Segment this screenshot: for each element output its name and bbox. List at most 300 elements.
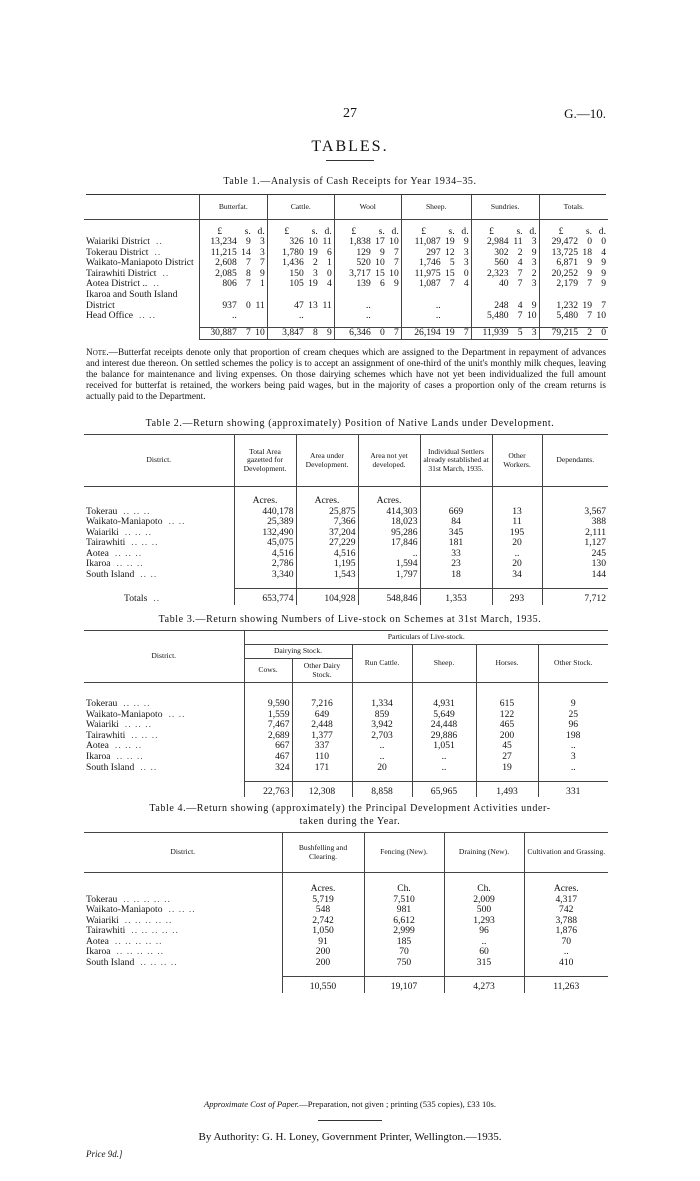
shillings-value: 6 bbox=[379, 278, 385, 290]
total-cell: 8,858 bbox=[352, 781, 412, 797]
money-cell bbox=[199, 279, 267, 290]
total-cell: 12,308 bbox=[292, 781, 352, 797]
shillings-value: 19 bbox=[308, 278, 318, 290]
data-cell: 859 bbox=[352, 710, 412, 721]
district-label: Tairawhiti District bbox=[86, 267, 157, 279]
shillings-value: 17 bbox=[375, 236, 385, 248]
pence-value: 3 bbox=[531, 327, 537, 339]
pence-value: 1 bbox=[326, 257, 332, 269]
pence-value: 11 bbox=[255, 299, 265, 311]
pounds-value: 937 bbox=[222, 299, 237, 311]
table-row bbox=[84, 741, 608, 752]
data-cell: 4,516 bbox=[234, 549, 296, 560]
currency-unit: £ bbox=[284, 225, 290, 237]
district-label: Tokerau bbox=[86, 505, 118, 517]
table-row bbox=[84, 731, 608, 742]
shillings-value: 7 bbox=[517, 310, 523, 322]
pounds-value: 1,232 bbox=[556, 299, 578, 311]
pounds-value: .. bbox=[231, 310, 237, 322]
money-cell bbox=[471, 311, 539, 322]
data-cell: 19 bbox=[476, 763, 538, 774]
currency-unit: £ bbox=[217, 225, 223, 237]
approx-label: Approximate Cost of Paper. bbox=[203, 1099, 300, 1109]
data-cell: 1,051 bbox=[412, 741, 476, 752]
pounds-value: 2,085 bbox=[215, 267, 237, 279]
pounds-value: 26,194 bbox=[414, 327, 441, 339]
t2-col-area-not-yet: Area not yet developed. bbox=[358, 435, 420, 487]
data-cell: 27,229 bbox=[296, 538, 358, 549]
leader-dots: .. .. bbox=[168, 516, 186, 528]
pence-value: 9 bbox=[531, 299, 537, 311]
district-label: Aotea bbox=[86, 547, 109, 559]
t2-col-other-workers: Other Workers. bbox=[492, 435, 542, 487]
t4-unit: Acres. bbox=[524, 873, 608, 895]
data-cell: 649 bbox=[292, 710, 352, 721]
table-row bbox=[84, 958, 608, 969]
row-label-cell bbox=[84, 290, 199, 311]
table3-title: Table 3.—Return showing Numbers of Live-stock on Schemes at 31st March, 1935. bbox=[158, 614, 542, 625]
pounds-value: 520 bbox=[356, 257, 371, 269]
pounds-value: .. bbox=[435, 299, 441, 311]
pence-value: 3 bbox=[531, 278, 537, 290]
table2-title: Table 2.—Return showing (approximately) Position of Native Lands under Development. bbox=[145, 418, 555, 429]
currency-unit: s. bbox=[378, 225, 385, 237]
pence-value: 10 bbox=[596, 310, 606, 322]
shillings-value: 7 bbox=[587, 310, 592, 322]
leader-dots: .. .. .. bbox=[131, 729, 159, 741]
data-cell: 20 bbox=[492, 559, 542, 570]
t2-unit: Acres. bbox=[296, 487, 358, 507]
pounds-value: 150 bbox=[289, 267, 304, 279]
data-cell: 2,448 bbox=[292, 720, 352, 731]
shillings-value: 8 bbox=[312, 327, 318, 339]
leader-dots: .. .. .. bbox=[116, 750, 144, 762]
data-cell: .. bbox=[412, 763, 476, 774]
leader-dots: .. bbox=[155, 236, 163, 248]
pounds-value: 3,847 bbox=[282, 327, 304, 339]
district-label: Ikaroa bbox=[86, 946, 111, 958]
leader-dots: .. .. .. bbox=[114, 740, 143, 752]
table4-development-activities bbox=[84, 832, 608, 993]
pence-value: 7 bbox=[393, 257, 399, 269]
shillings-value: 2 bbox=[517, 246, 523, 258]
note-label: Note. bbox=[86, 348, 109, 358]
row-label-cell bbox=[84, 311, 199, 322]
t1-col-butterfat: Butterfat. bbox=[199, 195, 267, 219]
leader-dots: .. .. .. .. .. bbox=[114, 935, 163, 947]
district-label: Ikaroa bbox=[86, 558, 111, 570]
data-cell: 185 bbox=[364, 937, 444, 948]
leader-dots: .. .. .. bbox=[116, 558, 144, 570]
data-cell: 2,009 bbox=[444, 895, 524, 906]
shillings-value: 4 bbox=[517, 257, 523, 269]
t1-col-totals: Totals. bbox=[539, 195, 608, 219]
shillings-value: 9 bbox=[587, 267, 592, 279]
pounds-value: 248 bbox=[494, 299, 509, 311]
t4-unit: Acres. bbox=[282, 873, 364, 895]
data-cell: 388 bbox=[542, 517, 608, 528]
leader-dots: .. .. bbox=[138, 310, 156, 322]
pounds-value: 5,480 bbox=[556, 310, 578, 322]
pounds-value: 13,234 bbox=[210, 236, 237, 248]
data-cell: 91 bbox=[282, 937, 364, 948]
data-cell: 3,942 bbox=[352, 720, 412, 731]
money-cell bbox=[401, 311, 471, 322]
table2-native-lands bbox=[84, 434, 608, 605]
pounds-value: 105 bbox=[289, 278, 304, 290]
shillings-value: 10 bbox=[375, 257, 385, 269]
pence-value: 3 bbox=[463, 257, 469, 269]
pence-value: 10 bbox=[255, 327, 265, 339]
shillings-value: 7 bbox=[517, 278, 523, 290]
t4-col-district: District. bbox=[84, 833, 282, 873]
pence-value: 11 bbox=[322, 236, 332, 248]
total-cell: 22,763 bbox=[244, 781, 292, 797]
data-cell: .. bbox=[444, 937, 524, 948]
t3-col-run-cattle: Run Cattle. bbox=[352, 645, 412, 683]
currency-unit: £ bbox=[421, 225, 427, 237]
money-cell bbox=[539, 290, 608, 311]
approx-cost-note bbox=[0, 1099, 700, 1109]
shillings-value: 4 bbox=[517, 299, 523, 311]
data-cell: .. bbox=[538, 763, 608, 774]
data-cell: 1,293 bbox=[444, 916, 524, 927]
table3-live-stock bbox=[84, 630, 608, 797]
data-cell: 414,303 bbox=[358, 507, 420, 518]
district-label: Aotea District .. bbox=[86, 278, 148, 290]
district-label: Ikaroa bbox=[86, 750, 111, 762]
pence-value: 7 bbox=[259, 257, 265, 269]
t4-unit: Ch. bbox=[444, 873, 524, 895]
t2-col-area-under: Area under Development. bbox=[296, 435, 358, 487]
district-label: Aotea bbox=[86, 740, 109, 752]
pence-value: 3 bbox=[259, 236, 265, 248]
pounds-value: 47 bbox=[294, 299, 304, 311]
currency-unit: d. bbox=[257, 225, 265, 237]
totals-row bbox=[84, 977, 608, 993]
table-row bbox=[84, 720, 608, 731]
money-cell bbox=[267, 290, 334, 311]
note-text: —Butterfat receipts denote only that proportion of cream cheques which are assigned to the Department in repayment of advances and interest due thereon. On settled schemes the policy is to accept an assignment of one-third of the unit's monthly milk cheques, leaving the balance for maintenance and living expenses. On those dairying schemes which have not yet been individualized the full amount received for butterfat is retained, the workers being paid wages, but in the majority of cases a proportion only of the cream returns is actually paid to the Department. bbox=[86, 348, 606, 402]
pence-value: 4 bbox=[601, 246, 606, 258]
data-cell: 1,127 bbox=[542, 538, 608, 549]
data-cell: 34 bbox=[492, 570, 542, 581]
data-cell: 1,050 bbox=[282, 926, 364, 937]
data-cell: 465 bbox=[476, 720, 538, 731]
totals-row bbox=[84, 781, 608, 797]
data-cell: 45,075 bbox=[234, 538, 296, 549]
pounds-value: 302 bbox=[494, 246, 509, 258]
table-row bbox=[84, 237, 608, 248]
pounds-value: 6,346 bbox=[349, 327, 371, 339]
data-cell: 4,516 bbox=[296, 549, 358, 560]
data-cell: 25,389 bbox=[234, 517, 296, 528]
data-cell: 337 bbox=[292, 741, 352, 752]
data-cell: 7,510 bbox=[364, 895, 444, 906]
shillings-value: 0 bbox=[587, 236, 592, 248]
leader-dots: .. .. bbox=[140, 761, 158, 773]
leader-dots: .. .. .. .. .. bbox=[124, 914, 173, 926]
shillings-value: 7 bbox=[517, 267, 523, 279]
pence-value: 10 bbox=[526, 310, 537, 322]
total-cell: 548,846 bbox=[358, 589, 420, 605]
data-cell: 669 bbox=[420, 507, 492, 518]
leader-dots: .. .. .. .. .. bbox=[131, 925, 179, 937]
data-cell: 23 bbox=[420, 559, 492, 570]
shillings-value: 7 bbox=[245, 327, 251, 339]
data-cell: 29,886 bbox=[412, 731, 476, 742]
shillings-value: 13 bbox=[308, 299, 318, 311]
currency-unit: s. bbox=[516, 225, 523, 237]
row-label-cell bbox=[84, 958, 282, 969]
shillings-value: 18 bbox=[582, 246, 592, 258]
data-cell: 96 bbox=[444, 926, 524, 937]
data-cell: 200 bbox=[282, 947, 364, 958]
pounds-value: 6,871 bbox=[556, 257, 578, 269]
district-label: Tokerau bbox=[86, 698, 118, 709]
data-cell: .. bbox=[538, 741, 608, 752]
money-cell bbox=[267, 311, 334, 322]
pounds-value: 2,608 bbox=[215, 257, 237, 269]
title-underline bbox=[326, 160, 374, 161]
shillings-value: 10 bbox=[308, 236, 318, 248]
leader-dots: .. .. .. bbox=[124, 719, 152, 731]
data-cell: 20 bbox=[492, 538, 542, 549]
money-cell bbox=[334, 311, 401, 322]
data-cell: 37,204 bbox=[296, 528, 358, 539]
data-cell: 1,377 bbox=[292, 731, 352, 742]
data-cell: 4,931 bbox=[412, 699, 476, 710]
t1-col-sheep: Sheep. bbox=[401, 195, 471, 219]
pounds-value: 13,725 bbox=[551, 246, 578, 258]
shillings-value: 5 bbox=[449, 257, 455, 269]
district-label: Ikaroa and South Island District bbox=[86, 289, 178, 311]
data-cell: 245 bbox=[542, 549, 608, 560]
page-title: TABLES. bbox=[311, 138, 389, 155]
pounds-value: .. bbox=[435, 310, 441, 322]
currency-unit: £ bbox=[558, 225, 564, 237]
pence-value: 7 bbox=[393, 327, 399, 339]
t3-col-other-dairy: Other Dairy Stock. bbox=[292, 659, 352, 683]
currency-unit: d. bbox=[598, 225, 606, 237]
table1-title: Table 1.—Analysis of Cash Receipts for Year 1934–35. bbox=[223, 176, 477, 187]
table-row bbox=[84, 710, 608, 721]
pence-value: 10 bbox=[389, 267, 399, 279]
total-cell bbox=[199, 328, 267, 340]
leader-dots: .. .. bbox=[140, 569, 158, 581]
pence-value: 3 bbox=[259, 246, 265, 258]
data-cell: 2,111 bbox=[542, 528, 608, 539]
pence-value: 7 bbox=[393, 246, 399, 258]
data-cell: 5,649 bbox=[412, 710, 476, 721]
pounds-value: 3,717 bbox=[349, 267, 371, 279]
district-label: Waikato-Maniapoto bbox=[86, 904, 163, 916]
pence-value: 4 bbox=[326, 278, 332, 290]
row-label-cell bbox=[84, 926, 282, 937]
pence-value: 0 bbox=[326, 267, 332, 279]
leader-dots: .. .. .. .. bbox=[140, 957, 178, 969]
pence-value bbox=[385, 301, 399, 312]
data-cell: 144 bbox=[542, 570, 608, 581]
district-label: South Island bbox=[86, 569, 135, 581]
data-cell: 25 bbox=[538, 710, 608, 721]
data-cell: 95,286 bbox=[358, 528, 420, 539]
shillings-value: 19 bbox=[582, 299, 592, 311]
pounds-value: 79,215 bbox=[551, 327, 578, 339]
pounds-value: 2,323 bbox=[486, 267, 509, 279]
pence-value: 9 bbox=[531, 246, 537, 258]
shillings-value: 15 bbox=[445, 267, 455, 279]
currency-unit: £ bbox=[351, 225, 357, 237]
totals-label: Totals bbox=[124, 593, 148, 605]
district-label: Waiariki bbox=[86, 914, 119, 926]
shillings-value: 15 bbox=[375, 267, 385, 279]
data-cell: 1,559 bbox=[244, 710, 292, 721]
t3-col-other-stock: Other Stock. bbox=[538, 645, 608, 683]
money-cell bbox=[199, 290, 267, 311]
row-label-cell bbox=[84, 763, 244, 774]
price: Price 9d.] bbox=[86, 1149, 123, 1159]
shillings-value bbox=[237, 311, 251, 322]
data-cell: 181 bbox=[420, 538, 492, 549]
data-cell: .. bbox=[352, 752, 412, 763]
pounds-value: 1,838 bbox=[349, 236, 371, 248]
data-cell: 70 bbox=[364, 947, 444, 958]
shillings-value: 8 bbox=[245, 267, 251, 279]
pounds-value: 1,746 bbox=[419, 257, 441, 269]
pence-value: 7 bbox=[463, 327, 469, 339]
money-cell bbox=[539, 279, 608, 290]
data-cell: 18,023 bbox=[358, 517, 420, 528]
currency-unit: d. bbox=[391, 225, 399, 237]
t4-col-draining: Draining (New). bbox=[444, 833, 524, 873]
data-cell: 45 bbox=[476, 741, 538, 752]
data-cell: 3,788 bbox=[524, 916, 608, 927]
shillings-value: 9 bbox=[245, 236, 251, 248]
table-row bbox=[84, 311, 608, 322]
data-cell: 3,340 bbox=[234, 570, 296, 581]
data-cell: .. bbox=[492, 549, 542, 560]
district-label: South Island bbox=[86, 761, 135, 773]
money-cell bbox=[471, 290, 539, 311]
data-cell: 25,875 bbox=[296, 507, 358, 518]
data-cell: 2,689 bbox=[244, 731, 292, 742]
pounds-value: .. bbox=[298, 310, 304, 322]
pence-value: 7 bbox=[601, 299, 606, 311]
pounds-value: 2,179 bbox=[556, 278, 578, 290]
data-cell: 1,594 bbox=[358, 559, 420, 570]
data-cell: 132,490 bbox=[234, 528, 296, 539]
shillings-value: 14 bbox=[241, 246, 251, 258]
district-label: Waiariki bbox=[86, 719, 119, 731]
pence-value: 2 bbox=[531, 267, 537, 279]
leader-dots: .. .. .. bbox=[114, 547, 143, 559]
data-cell: 7,216 bbox=[292, 699, 352, 710]
pence-value: 1 bbox=[259, 278, 265, 290]
total-cell: 10,550 bbox=[282, 977, 364, 993]
page-number: 27 bbox=[343, 106, 357, 121]
t4-col-cultivation: Cultivation and Grassing. bbox=[524, 833, 608, 873]
pence-value: 3 bbox=[531, 236, 537, 248]
data-cell: 7,366 bbox=[296, 517, 358, 528]
t3-col-cows: Cows. bbox=[244, 659, 292, 683]
table-row bbox=[84, 926, 608, 937]
pounds-value: 139 bbox=[356, 278, 371, 290]
leader-dots: .. bbox=[154, 246, 162, 258]
pounds-value: 40 bbox=[498, 278, 509, 290]
table-row bbox=[84, 763, 608, 774]
pence-value: 6 bbox=[326, 246, 332, 258]
leader-dots: .. .. .. .. .. bbox=[123, 893, 171, 905]
t2-col-district: District. bbox=[84, 435, 234, 487]
district-label: South Island bbox=[86, 957, 135, 969]
currency-unit: d. bbox=[529, 225, 537, 237]
data-cell: 742 bbox=[524, 905, 608, 916]
data-cell: 198 bbox=[538, 731, 608, 742]
data-cell: 11 bbox=[492, 517, 542, 528]
pounds-value: 11,215 bbox=[210, 246, 237, 258]
total-cell: 104,928 bbox=[296, 589, 358, 605]
pence-value bbox=[251, 311, 265, 322]
pence-value: 4 bbox=[463, 278, 469, 290]
leader-dots: .. .. bbox=[168, 708, 186, 720]
t4-unit: Ch. bbox=[364, 873, 444, 895]
money-cell bbox=[401, 279, 471, 290]
pence-value: 11 bbox=[322, 299, 332, 311]
district-label: Head Office bbox=[86, 310, 133, 322]
currency-unit: s. bbox=[311, 225, 318, 237]
total-cell: 293 bbox=[492, 589, 542, 605]
data-cell: 200 bbox=[476, 731, 538, 742]
data-cell: 1,543 bbox=[296, 570, 358, 581]
data-cell: 467 bbox=[244, 752, 292, 763]
data-cell: 195 bbox=[492, 528, 542, 539]
district-label: Waiariki bbox=[86, 526, 119, 538]
data-cell: .. bbox=[358, 549, 420, 560]
data-cell: 27 bbox=[476, 752, 538, 763]
pence-value bbox=[455, 311, 469, 322]
data-cell: 7,467 bbox=[244, 720, 292, 731]
district-label: Waikato-Maniapoto bbox=[86, 708, 163, 720]
t3-col-district: District. bbox=[84, 631, 244, 683]
currency-unit: s. bbox=[448, 225, 455, 237]
total-cell: 1,493 bbox=[476, 781, 538, 797]
money-cell bbox=[267, 279, 334, 290]
district-label: Tairawhiti bbox=[86, 537, 126, 549]
shillings-value bbox=[441, 301, 455, 312]
shillings-value bbox=[371, 311, 385, 322]
data-cell: 1,195 bbox=[296, 559, 358, 570]
district-label: Waiariki District bbox=[86, 236, 150, 248]
data-cell: 615 bbox=[476, 699, 538, 710]
shillings-value: 7 bbox=[245, 278, 251, 290]
t2-col-settlers: Individual Settlers already established at 31st March, 1935. bbox=[420, 435, 492, 487]
pounds-value: 1,780 bbox=[282, 246, 304, 258]
pence-value: 9 bbox=[601, 278, 606, 290]
shillings-value: 19 bbox=[445, 236, 455, 248]
pounds-value: 560 bbox=[494, 257, 509, 269]
district-label: Waikato-Maniapoto District bbox=[86, 257, 194, 269]
data-cell: 548 bbox=[282, 905, 364, 916]
pounds-value: 5,480 bbox=[486, 310, 509, 322]
data-cell: 24,448 bbox=[412, 720, 476, 731]
shillings-value bbox=[304, 311, 318, 322]
data-cell: 20 bbox=[352, 763, 412, 774]
t4-col-bushfelling: Bushfelling and Clearing. bbox=[282, 833, 364, 873]
pounds-value: .. bbox=[365, 310, 371, 322]
currency-unit: s. bbox=[585, 225, 592, 237]
data-cell: .. bbox=[352, 741, 412, 752]
